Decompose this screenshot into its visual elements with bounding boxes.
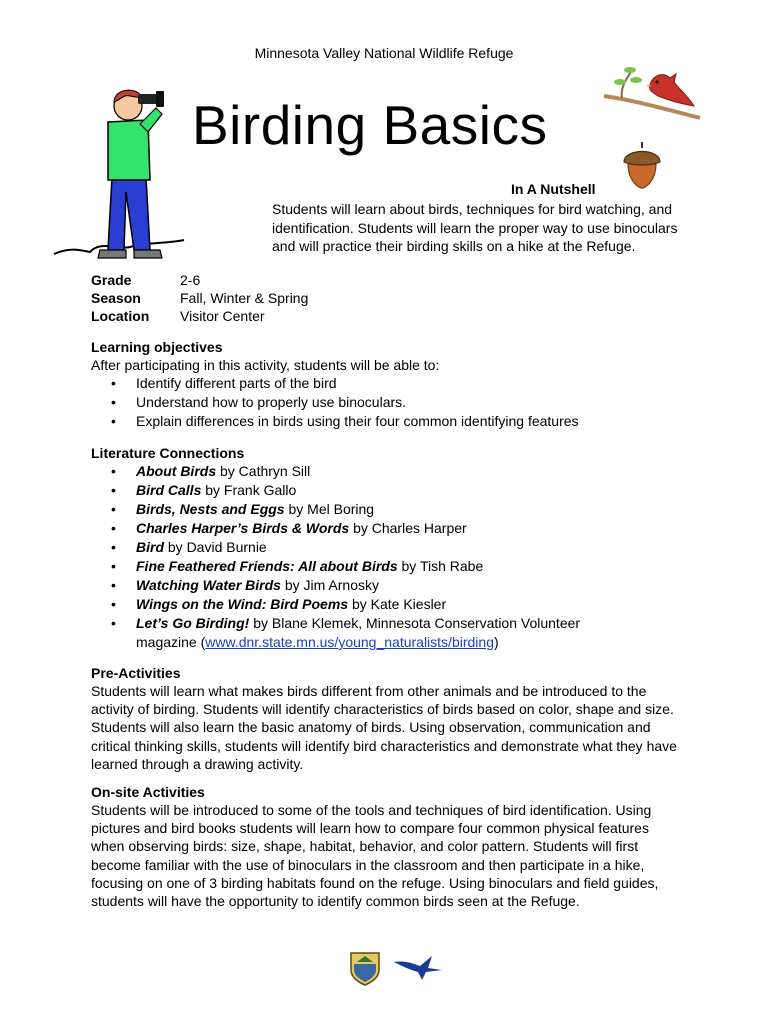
- literature-heading: Literature Connections: [91, 445, 245, 461]
- book-author: by Cathryn Sill: [216, 463, 311, 479]
- list-item: [91, 462, 636, 481]
- book-title: Wings on the Wind: Bird Poems: [136, 596, 349, 612]
- season-value: Fall, Winter & Spring: [180, 290, 309, 306]
- literature-list: [91, 462, 636, 652]
- book-title: Birds, Nests and Eggs: [136, 501, 285, 517]
- blue-goose-logo: [392, 954, 444, 982]
- footer-logos: [348, 950, 444, 986]
- list-item: [91, 595, 636, 614]
- book-title: Charles Harper’s Birds & Words: [136, 520, 350, 536]
- list-item: [91, 557, 636, 576]
- book-title: Let’s Go Birding!: [136, 615, 250, 631]
- list-item: [91, 576, 636, 595]
- location-value: Visitor Center: [180, 308, 265, 324]
- list-item: • Identify different parts of the bird: [91, 374, 681, 393]
- objectives-intro: After participating in this activity, students will be able to:: [91, 357, 440, 373]
- list-item: [91, 519, 636, 538]
- pre-activities-text: Students will learn what makes birds different from other animals and be introduced to the activity of birding. Students will identify characteristics of birds based on color, shape and size. Students will also learn the basic anatomy of birds. Using observation, communication and critical thinking skills, students will identify bird characteristics and demonstrate what they have learned through a drawing activity.: [91, 683, 677, 772]
- book-author: by David Burnie: [164, 539, 267, 555]
- grade-row: [91, 271, 308, 289]
- organization-header: Minnesota Valley National Wildlife Refuge: [254, 45, 514, 61]
- book-author: by Blane Klemek, Minnesota Conservation Volunteer magazine (: [136, 615, 581, 650]
- literature-section: [91, 444, 636, 652]
- location-row: [91, 307, 308, 325]
- book-author: by Charles Harper: [349, 520, 467, 536]
- activity-info: [91, 271, 308, 325]
- pre-activities-section: [91, 664, 681, 773]
- pre-activities-heading: Pre-Activities: [91, 665, 181, 681]
- book-title: Bird: [136, 539, 164, 555]
- book-author: by Kate Kiesler: [348, 596, 447, 612]
- book-title: Fine Feathered Friends: All about Birds: [136, 558, 398, 574]
- onsite-section: [91, 783, 681, 910]
- grade-label: Grade: [91, 272, 132, 288]
- location-label: Location: [91, 308, 150, 324]
- book-title: Watching Water Birds: [136, 577, 281, 593]
- season-label: Season: [91, 290, 141, 306]
- list-item: [91, 614, 636, 652]
- onsite-heading: On-site Activities: [91, 784, 205, 800]
- objectives-list: [91, 374, 681, 431]
- page-title: Birding Basics: [192, 94, 548, 156]
- link-close-paren: ): [493, 634, 499, 650]
- book-author: by Jim Arnosky: [280, 577, 379, 593]
- nutshell-heading: In A Nutshell: [511, 181, 596, 197]
- fws-shield-logo: [348, 950, 382, 986]
- cardinal-illustration: [602, 60, 704, 122]
- season-row: [91, 289, 308, 307]
- nutshell-text: Students will learn about birds, techniques for bird watching, and identification. Students will learn the proper way to use binoculars and will practice their birding skills on a hike at the Refuge.: [272, 201, 678, 254]
- book-author: by Tish Rabe: [397, 558, 484, 574]
- list-item: [91, 481, 636, 500]
- acorn-illustration: [620, 140, 664, 190]
- list-item: [91, 500, 636, 519]
- list-item: • Understand how to properly use binoculars.: [91, 393, 681, 412]
- birding-link[interactable]: www.dnr.state.mn.us/young_naturalists/birding: [205, 634, 494, 650]
- list-item: • Explain differences in birds using their four common identifying features: [91, 412, 681, 431]
- book-title: Bird Calls: [136, 482, 202, 498]
- list-item: [91, 538, 636, 557]
- objectives-section: [91, 338, 681, 431]
- book-author: by Frank Gallo: [201, 482, 297, 498]
- onsite-text: Students will be introduced to some of the tools and techniques of bird identification. Using pictures and bird books students will learn how to compare four common physical features when observing birds: size, shape, habitat, behavior, and color pattern. Students will first become familiar with the use of binoculars in the classroom and then participate in a hike, focusing on one of 3 birding habitats found on the refuge. Using binoculars and field guides, students will have the opportunity to identify common birds seen at the Refuge.: [91, 802, 659, 910]
- book-title: About Birds: [136, 463, 217, 479]
- grade-value: 2-6: [180, 272, 201, 288]
- birdwatcher-illustration: [50, 82, 190, 267]
- book-author: by Mel Boring: [284, 501, 375, 517]
- objectives-heading: Learning objectives: [91, 339, 223, 355]
